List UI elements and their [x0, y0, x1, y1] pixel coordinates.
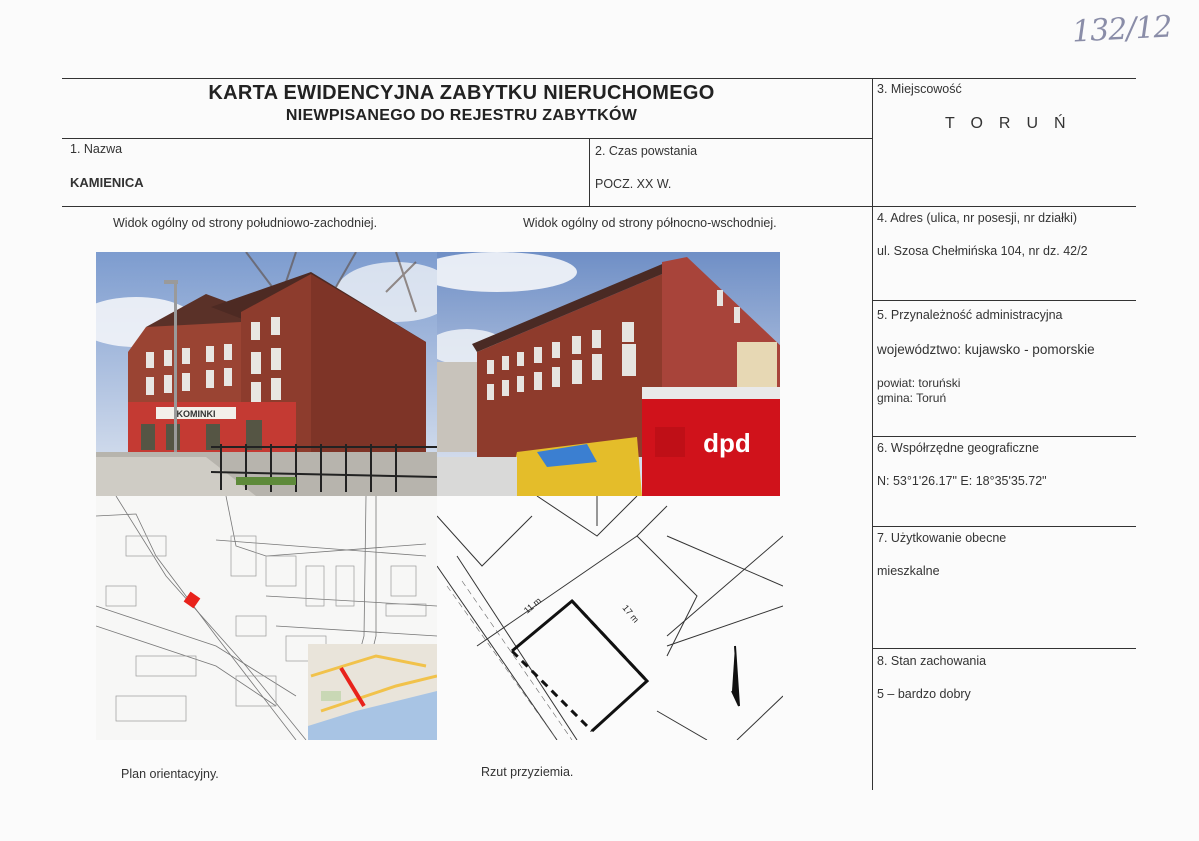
card-subtitle: NIEWPISANEGO DO REJESTRU ZABYTKÓW: [285, 107, 638, 124]
right-row-border-3: [872, 206, 1136, 207]
coords-label: 6. Współrzędne geograficzne: [877, 441, 1039, 455]
commune-value: gmina: Toruń: [877, 391, 947, 405]
county-value: powiat: toruński: [877, 376, 961, 390]
orientation-map-drawing: [96, 496, 437, 740]
date-label: 2. Czas powstania: [595, 144, 698, 158]
right-row-border-7: [872, 648, 1136, 649]
right-row-border-6: [872, 526, 1136, 527]
ground-floor-plan-drawing: [437, 496, 783, 740]
coords-value: N: 53°1'26.17" E: 18°35'35.72": [877, 474, 1047, 488]
plan-width-label: 11 m: [521, 595, 544, 616]
usage-value: mieszkalne: [877, 564, 940, 578]
name-value: KAMIENICA: [70, 175, 144, 190]
usage-label: 7. Użytkowanie obecne: [877, 531, 1007, 545]
condition-label: 8. Stan zachowania: [877, 654, 987, 668]
card-title: KARTA EWIDENCYJNA ZABYTKU NIERUCHOMEGO: [208, 82, 715, 104]
location-marker: [184, 592, 201, 609]
plan-caption: Rzut przyziemia.: [481, 765, 574, 779]
orientation-map: [96, 496, 437, 740]
right-row-border-5: [872, 436, 1136, 437]
plan-length-label: 17 m: [620, 602, 641, 625]
north-arrow-icon: [732, 646, 739, 706]
main-right-divider: [872, 78, 873, 790]
voivodeship-value: województwo: kujawsko - pomorskie: [877, 342, 1095, 357]
address-label: 4. Adres (ulica, nr posesji, nr działki): [877, 211, 1078, 225]
header-bottom-border: [62, 206, 872, 207]
date-value: POCZ. XX W.: [595, 177, 672, 191]
name-label: 1. Nazwa: [70, 142, 123, 156]
photo-south-west-drawing: [96, 252, 437, 496]
town-value: TORUŃ: [945, 115, 1082, 132]
condition-value: 5 – bardzo dobry: [877, 687, 971, 701]
address-value: ul. Szosa Chełmińska 104, nr dz. 42/2: [877, 244, 1088, 258]
name-date-divider: [589, 138, 590, 206]
handwritten-note: 132/12: [1071, 9, 1173, 50]
photo-right-caption: Widok ogólny od strony północno-wschodniej.: [523, 216, 777, 230]
photo-south-west: [96, 252, 437, 496]
right-row-border-4: [872, 300, 1136, 301]
map-caption: Plan orientacyjny.: [121, 767, 219, 781]
van-logo: dpd: [703, 428, 751, 458]
town-label: 3. Miejscowość: [877, 82, 962, 96]
admin-label: 5. Przynależność administracyjna: [877, 308, 1063, 322]
ground-floor-plan: [437, 496, 783, 740]
table-top-border: [62, 78, 1136, 79]
photo-north-east-drawing: [437, 252, 780, 496]
title-bottom-border: [62, 138, 872, 139]
photo-left-caption: Widok ogólny od strony południowo-zachodniej.: [113, 216, 378, 230]
photo-north-east: [437, 252, 780, 496]
shop-sign: KOMINKI: [176, 409, 216, 419]
